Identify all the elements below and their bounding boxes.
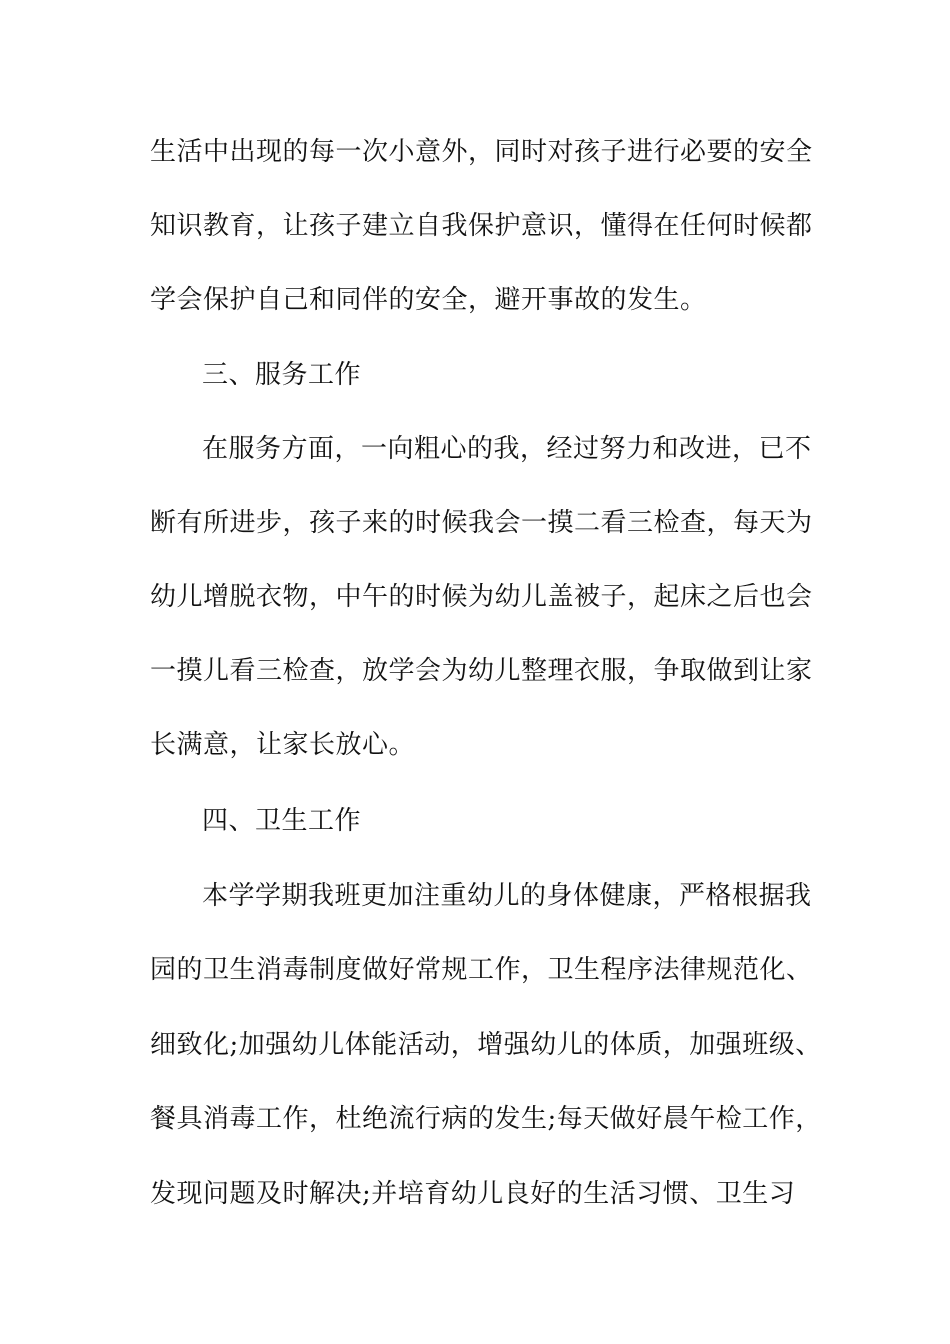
paragraph-line: 学会保护自己和同伴的安全，避开事故的发生。 xyxy=(150,285,707,315)
paragraph-line: 知识教育，让孩子建立自我保护意识，懂得在任何时候都 xyxy=(150,211,813,241)
section-heading-service: 三、服务工作 xyxy=(202,360,362,390)
section-heading-hygiene: 四、卫生工作 xyxy=(202,806,362,836)
paragraph-line: 长满意，让家长放心。 xyxy=(150,730,416,760)
paragraph-line: 在服务方面，一向粗心的我，经过努力和改进，已不 xyxy=(202,434,812,464)
paragraph-line: 生活中出现的每一次小意外，同时对孩子进行必要的安全 xyxy=(150,137,813,167)
paragraph-line: 幼儿增脱衣物，中午的时候为幼儿盖被子，起床之后也会 xyxy=(150,582,813,612)
paragraph-line: 餐具消毒工作，杜绝流行病的发生;每天做好晨午检工作， xyxy=(150,1104,822,1134)
paragraph-line: 一摸儿看三检查，放学会为幼儿整理衣服，争取做到让家 xyxy=(150,656,813,686)
paragraph-line: 园的卫生消毒制度做好常规工作，卫生程序法律规范化、 xyxy=(150,955,813,985)
paragraph-line: 发现问题及时解决;并培育幼儿良好的生活习惯、卫生习 xyxy=(150,1179,796,1209)
paragraph-line: 细致化;加强幼儿体能活动，增强幼儿的体质，加强班级、 xyxy=(150,1030,822,1060)
paragraph-line: 本学学期我班更加注重幼儿的身体健康，严格根据我 xyxy=(202,881,812,911)
paragraph-line: 断有所进步，孩子来的时候我会一摸二看三检查，每天为 xyxy=(150,508,813,538)
